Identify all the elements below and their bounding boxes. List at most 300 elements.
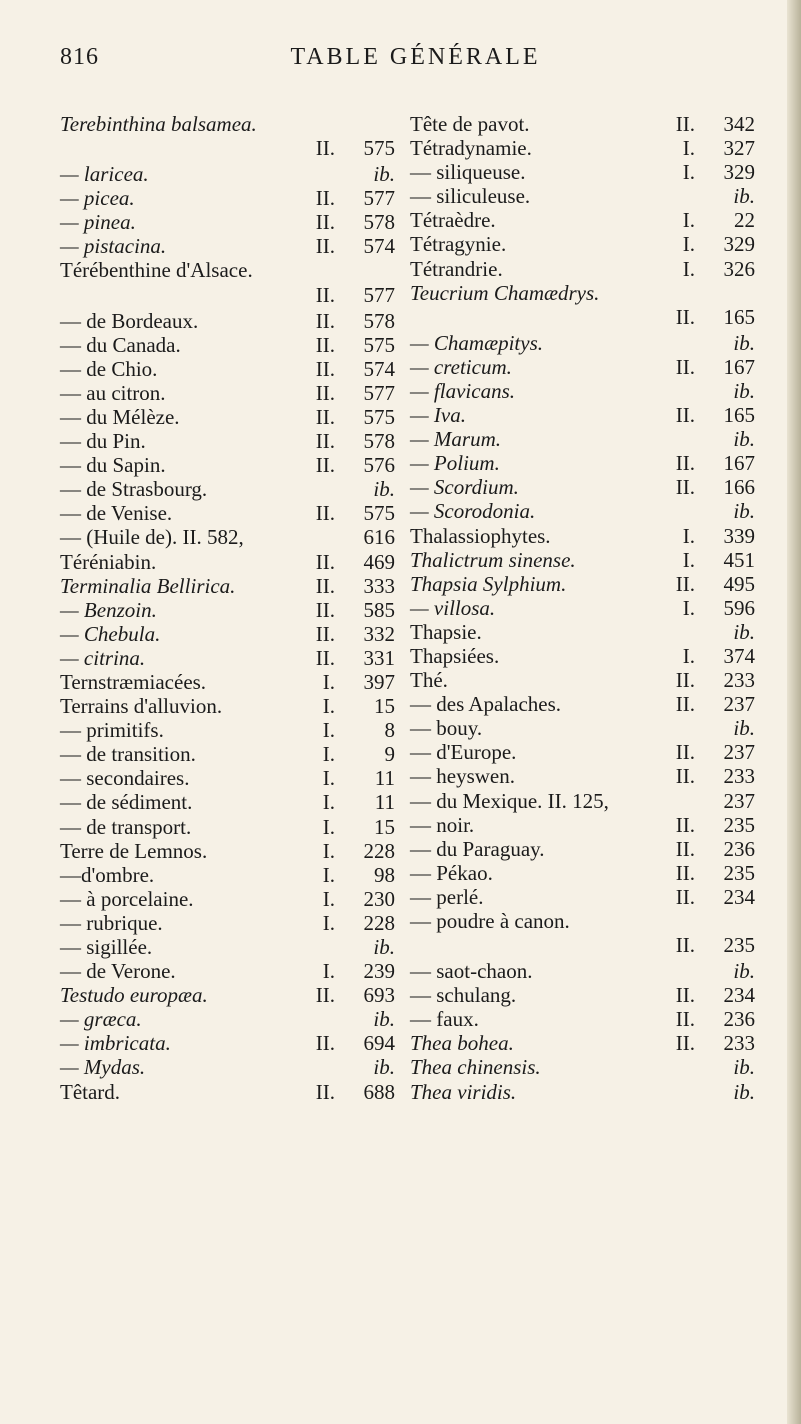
index-entry — [60, 598, 395, 622]
entry-term: — de Venise. — [60, 501, 173, 526]
entry-term: — d'Europe. — [410, 740, 517, 765]
entry-volume: II. — [675, 1007, 695, 1032]
entry-volume: I. — [322, 862, 335, 887]
entry-page: 469 — [363, 549, 395, 574]
entry-page: 237 — [723, 740, 755, 765]
entry-volume: I. — [682, 256, 695, 281]
index-entry — [60, 622, 395, 646]
entry-term: — de Strasbourg. — [60, 477, 208, 502]
entry-term: — du Paraguay. — [410, 836, 545, 861]
entry-volume: II. — [315, 573, 335, 598]
entry-page: ib. — [733, 330, 755, 355]
index-entry — [410, 524, 755, 548]
entry-volume: II. — [315, 234, 335, 259]
entry-volume: II. — [315, 186, 335, 211]
entry-page: 233 — [723, 1031, 755, 1056]
index-entry — [410, 208, 755, 232]
entry-volume: II. — [315, 621, 335, 646]
entry-page: 333 — [363, 573, 395, 598]
entry-volume: I. — [682, 160, 695, 185]
index-entry — [410, 184, 755, 208]
index-entry — [410, 933, 755, 959]
entry-volume: II. — [675, 403, 695, 428]
index-entry — [60, 477, 395, 501]
entry-term: — de Bordeaux. — [60, 308, 199, 333]
entry-term: Terre de Lemnos. — [60, 838, 208, 863]
index-entry — [410, 861, 755, 885]
index-entry — [60, 766, 395, 790]
entry-page: ib. — [373, 1007, 395, 1032]
entry-page: 235 — [723, 860, 755, 885]
entry-term: — du Mélèze. — [60, 404, 180, 429]
entry-term: Terminalia Bellirica. — [60, 573, 236, 598]
index-entry — [60, 112, 395, 136]
index-column-right — [410, 112, 755, 1104]
entry-term: — de transport. — [60, 814, 192, 839]
entry-term: — citrina. — [60, 645, 146, 670]
entry-page: ib. — [373, 162, 395, 187]
index-entry — [60, 357, 395, 381]
entry-term: — bouy. — [410, 716, 483, 741]
index-entry — [410, 403, 755, 427]
index-entry — [60, 283, 395, 309]
entry-volume: II. — [675, 354, 695, 379]
index-entry — [410, 789, 755, 813]
entry-volume: II. — [315, 210, 335, 235]
index-entry — [410, 1080, 755, 1104]
entry-volume: II. — [315, 983, 335, 1008]
index-entry — [60, 405, 395, 429]
entry-term: Testudo europæa. — [60, 983, 208, 1008]
entry-term: Thalictrum sinense. — [410, 547, 576, 572]
entry-term: — laricea. — [60, 162, 149, 187]
entry-term: — au citron. — [60, 380, 166, 405]
entry-volume: II. — [675, 860, 695, 885]
entry-term: — Chebula. — [60, 621, 161, 646]
index-entry — [410, 764, 755, 788]
entry-term: — heyswen. — [410, 764, 515, 789]
entry-page: 688 — [363, 1079, 395, 1104]
entry-page: ib. — [733, 427, 755, 452]
entry-page: 235 — [723, 933, 755, 958]
entry-volume: I. — [322, 742, 335, 767]
entry-page: 327 — [723, 136, 755, 161]
entry-term: — creticum. — [410, 354, 512, 379]
entry-term: — flavicans. — [410, 378, 515, 403]
entry-term: — du Canada. — [60, 332, 181, 357]
entry-volume: I. — [322, 718, 335, 743]
index-entry — [410, 257, 755, 281]
entry-term: — du Mexique. II. 125, — [410, 788, 609, 813]
entry-page: 15 — [374, 814, 395, 839]
index-entry — [410, 716, 755, 740]
entry-term: — sigillée. — [60, 935, 153, 959]
index-entry — [60, 186, 395, 210]
index-entry — [60, 234, 395, 258]
index-entry — [410, 620, 755, 644]
entry-page: 495 — [723, 571, 755, 596]
index-entry — [410, 959, 755, 983]
entry-term: — Benzoin. — [60, 597, 157, 622]
index-entry — [60, 1055, 395, 1079]
entry-page: 329 — [723, 160, 755, 185]
entry-page: 575 — [363, 501, 395, 526]
index-entry — [60, 1007, 395, 1031]
entry-volume: II. — [675, 740, 695, 765]
index-entry — [410, 331, 755, 355]
index-entry — [410, 668, 755, 692]
entry-page: 167 — [723, 451, 755, 476]
index-entry — [410, 572, 755, 596]
index-entry — [410, 136, 755, 160]
entry-term: Téréniabin. — [60, 549, 157, 574]
entry-volume: II. — [675, 475, 695, 500]
entry-volume: I. — [682, 523, 695, 548]
entry-page: 575 — [363, 136, 395, 161]
entry-page: 228 — [363, 910, 395, 935]
entry-page: 234 — [723, 884, 755, 909]
entry-page: 237 — [723, 692, 755, 717]
index-entry — [410, 740, 755, 764]
entry-term: — siliculeuse. — [410, 184, 531, 209]
entry-volume: II. — [315, 282, 335, 307]
index-entry — [60, 162, 395, 186]
entry-term: Tête de pavot. — [410, 112, 530, 136]
entry-term: Têtard. — [60, 1079, 121, 1104]
entry-term: — picea. — [60, 186, 135, 211]
index-entry — [410, 644, 755, 668]
entry-volume: II. — [675, 836, 695, 861]
entry-page: 575 — [363, 404, 395, 429]
entry-page: 451 — [723, 547, 755, 572]
index-entry — [60, 790, 395, 814]
entry-volume: I. — [322, 814, 335, 839]
entry-page: 235 — [723, 812, 755, 837]
entry-term: — poudre à canon. — [410, 909, 570, 933]
index-entry — [60, 694, 395, 718]
entry-page: 234 — [723, 983, 755, 1008]
entry-volume: I. — [322, 694, 335, 719]
entry-volume: II. — [315, 356, 335, 381]
index-entry — [60, 309, 395, 333]
entry-page: 11 — [374, 790, 395, 815]
entry-page: 98 — [374, 862, 395, 887]
index-entry — [60, 1080, 395, 1104]
index-entry — [410, 983, 755, 1007]
entry-term: — Polium. — [410, 451, 500, 476]
entry-page: 230 — [363, 886, 395, 911]
entry-volume: I. — [682, 547, 695, 572]
entry-page: ib. — [733, 716, 755, 741]
entry-term: — de Verone. — [60, 959, 176, 984]
index-entry — [410, 909, 755, 933]
entry-page: 233 — [723, 668, 755, 693]
entry-volume: II. — [315, 429, 335, 454]
entry-volume: I. — [682, 136, 695, 161]
entry-term: — primitifs. — [60, 718, 164, 743]
entry-term: Thalassiophytes. — [410, 523, 551, 548]
entry-term: Thapsie. — [410, 619, 482, 644]
entry-page: 342 — [723, 112, 755, 136]
entry-page: ib. — [373, 477, 395, 502]
page-number: 816 — [60, 44, 99, 70]
entry-page: 577 — [363, 380, 395, 405]
index-entry — [410, 1007, 755, 1031]
index-entry — [410, 160, 755, 184]
entry-volume: II. — [315, 645, 335, 670]
entry-page: 694 — [363, 1031, 395, 1056]
entry-volume: II. — [315, 1079, 335, 1104]
index-entry — [410, 1031, 755, 1055]
entry-term: Thea bohea. — [410, 1031, 514, 1056]
index-entry — [60, 381, 395, 405]
entry-term: Terebinthina balsamea. — [60, 112, 257, 136]
entry-volume: I. — [322, 790, 335, 815]
entry-page: 236 — [723, 1007, 755, 1032]
entry-volume: I. — [322, 910, 335, 935]
entry-page: 332 — [363, 621, 395, 646]
entry-term: — de sédiment. — [60, 790, 193, 815]
entry-page: 239 — [363, 959, 395, 984]
entry-volume: II. — [675, 1031, 695, 1056]
index-entry — [60, 574, 395, 598]
index-entry — [60, 646, 395, 670]
entry-term: — pistacina. — [60, 234, 167, 259]
index-entry — [410, 475, 755, 499]
index-entry — [60, 959, 395, 983]
index-entry — [410, 379, 755, 403]
entry-volume: II. — [315, 136, 335, 161]
entry-volume: I. — [682, 208, 695, 233]
entry-page: 616 — [363, 525, 395, 550]
entry-page: 576 — [363, 453, 395, 478]
index-entry — [60, 911, 395, 935]
entry-volume: I. — [322, 886, 335, 911]
index-entry — [60, 863, 395, 887]
entry-page: ib. — [733, 959, 755, 984]
entry-page: ib. — [733, 1055, 755, 1080]
entry-term: — pinea. — [60, 210, 136, 235]
index-entry — [60, 935, 395, 959]
entry-page: ib. — [733, 1079, 755, 1104]
entry-volume: II. — [315, 453, 335, 478]
entry-page: ib. — [733, 619, 755, 644]
index-entry — [410, 232, 755, 256]
index-entry — [60, 525, 395, 549]
entry-page: ib. — [733, 378, 755, 403]
index-entry — [410, 112, 755, 136]
entry-volume: II. — [675, 933, 695, 958]
entry-page: 577 — [363, 282, 395, 307]
index-entry — [410, 499, 755, 523]
index-entry — [410, 548, 755, 572]
index-entry — [60, 429, 395, 453]
index-entry — [410, 596, 755, 620]
entry-page: 11 — [374, 766, 395, 791]
entry-page: 574 — [363, 234, 395, 259]
index-entry — [410, 885, 755, 909]
entry-volume: II. — [675, 571, 695, 596]
entry-page: 236 — [723, 836, 755, 861]
entry-term: Tétrandrie. — [410, 256, 503, 281]
entry-page: 585 — [363, 597, 395, 622]
entry-volume: I. — [322, 959, 335, 984]
entry-volume: II. — [675, 764, 695, 789]
entry-term: — græca. — [60, 1007, 142, 1032]
entry-page: 166 — [723, 475, 755, 500]
entry-term: Teucrium Chamædrys. — [410, 280, 600, 305]
entry-term: — (Huile de). II. 582, — [60, 525, 244, 550]
entry-volume: I. — [682, 232, 695, 257]
entry-volume: II. — [315, 549, 335, 574]
index-entry — [60, 453, 395, 477]
index-entry — [410, 355, 755, 379]
entry-page: 374 — [723, 643, 755, 668]
entry-page: 693 — [363, 983, 395, 1008]
entry-term: — schulang. — [410, 983, 517, 1008]
index-entry — [410, 281, 755, 305]
entry-volume: II. — [315, 501, 335, 526]
entry-page: 578 — [363, 210, 395, 235]
entry-term: — rubrique. — [60, 910, 163, 935]
entry-page: ib. — [373, 1055, 395, 1080]
index-entry — [60, 210, 395, 234]
entry-term: — du Sapin. — [60, 453, 166, 478]
entry-term: Tétraèdre. — [410, 208, 496, 233]
entry-term: — imbricata. — [60, 1031, 171, 1056]
index-entry — [410, 1055, 755, 1079]
entry-term: — du Pin. — [60, 429, 146, 454]
index-entry — [60, 258, 395, 282]
index-entry — [410, 692, 755, 716]
entry-page: 167 — [723, 354, 755, 379]
index-entry — [60, 136, 395, 162]
entry-volume: II. — [675, 983, 695, 1008]
entry-term: — Iva. — [410, 403, 466, 428]
entry-volume: II. — [675, 451, 695, 476]
entry-term: Thé. — [410, 668, 448, 693]
index-entry — [60, 1031, 395, 1055]
index-entry — [410, 837, 755, 861]
entry-term: — noir. — [410, 812, 475, 837]
entry-term: — de Chio. — [60, 356, 158, 381]
entry-term: — Pékao. — [410, 860, 493, 885]
entry-term: Thea chinensis. — [410, 1055, 541, 1080]
entry-term: — perlé. — [410, 884, 484, 909]
entry-page: 329 — [723, 232, 755, 257]
index-entry — [410, 813, 755, 837]
entry-volume: I. — [682, 643, 695, 668]
entry-volume: II. — [675, 884, 695, 909]
entry-term: Terrains d'alluvion. — [60, 694, 223, 719]
entry-volume: I. — [322, 766, 335, 791]
entry-page: 165 — [723, 304, 755, 329]
entry-page: 237 — [723, 788, 755, 813]
page-edge — [787, 0, 801, 1424]
entry-term: — saot-chaon. — [410, 959, 533, 984]
index-entry — [60, 839, 395, 863]
entry-term: — à porcelaine. — [60, 886, 194, 911]
entry-term: —d'ombre. — [60, 862, 155, 887]
entry-term: Thea viridis. — [410, 1079, 517, 1104]
index-entry — [60, 718, 395, 742]
entry-term: — villosa. — [410, 595, 496, 620]
running-title: TABLE GÉNÉRALE — [290, 44, 541, 70]
entry-page: 575 — [363, 332, 395, 357]
entry-page: 574 — [363, 356, 395, 381]
entry-volume: II. — [675, 304, 695, 329]
entry-term: Tétragynie. — [410, 232, 507, 257]
entry-page: 15 — [374, 694, 395, 719]
entry-term: — Mydas. — [60, 1055, 146, 1080]
index-entry — [60, 501, 395, 525]
entry-page: 228 — [363, 838, 395, 863]
entry-term: Thapsiées. — [410, 643, 500, 668]
entry-term: Tétradynamie. — [410, 136, 532, 161]
entry-volume: II. — [675, 692, 695, 717]
entry-page: 339 — [723, 523, 755, 548]
entry-page: 578 — [363, 429, 395, 454]
index-entry — [60, 983, 395, 1007]
entry-volume: II. — [675, 668, 695, 693]
entry-volume: II. — [315, 1031, 335, 1056]
entry-page: 8 — [384, 718, 395, 743]
index-entry — [60, 815, 395, 839]
entry-volume: I. — [682, 595, 695, 620]
index-entry — [60, 742, 395, 766]
index-entry — [60, 887, 395, 911]
entry-volume: II. — [315, 308, 335, 333]
entry-volume: II. — [315, 404, 335, 429]
index-entry — [60, 333, 395, 357]
entry-volume: II. — [315, 332, 335, 357]
entry-page: 9 — [384, 742, 395, 767]
entry-term: — des Apalaches. — [410, 692, 562, 717]
entry-page: ib. — [373, 935, 395, 959]
index-entry — [410, 305, 755, 331]
page-header — [0, 44, 801, 84]
index-entry — [410, 427, 755, 451]
index-entry — [60, 670, 395, 694]
entry-volume: I. — [322, 669, 335, 694]
entry-page: 578 — [363, 308, 395, 333]
entry-term: — Chamæpitys. — [410, 330, 544, 355]
entry-page: 233 — [723, 764, 755, 789]
entry-term: — Scorodonia. — [410, 499, 536, 524]
entry-page: ib. — [733, 499, 755, 524]
entry-term: — secondaires. — [60, 766, 190, 791]
entry-page: 596 — [723, 595, 755, 620]
entry-volume: II. — [675, 812, 695, 837]
entry-volume: I. — [322, 838, 335, 863]
entry-page: 577 — [363, 186, 395, 211]
entry-term: — siliqueuse. — [410, 160, 526, 185]
entry-term: — faux. — [410, 1007, 479, 1032]
entry-page: 331 — [363, 645, 395, 670]
index-entry — [60, 550, 395, 574]
entry-page: 165 — [723, 403, 755, 428]
entry-volume: II. — [675, 112, 695, 136]
entry-term: — Marum. — [410, 427, 502, 452]
entry-volume: II. — [315, 597, 335, 622]
entry-term: — Scordium. — [410, 475, 519, 500]
entry-page: ib. — [733, 184, 755, 209]
entry-term: Ternstræmiacées. — [60, 669, 207, 694]
entry-term: — de transition. — [60, 742, 196, 767]
entry-page: 22 — [734, 208, 755, 233]
entry-volume: II. — [315, 380, 335, 405]
index-column-left — [60, 112, 395, 1104]
